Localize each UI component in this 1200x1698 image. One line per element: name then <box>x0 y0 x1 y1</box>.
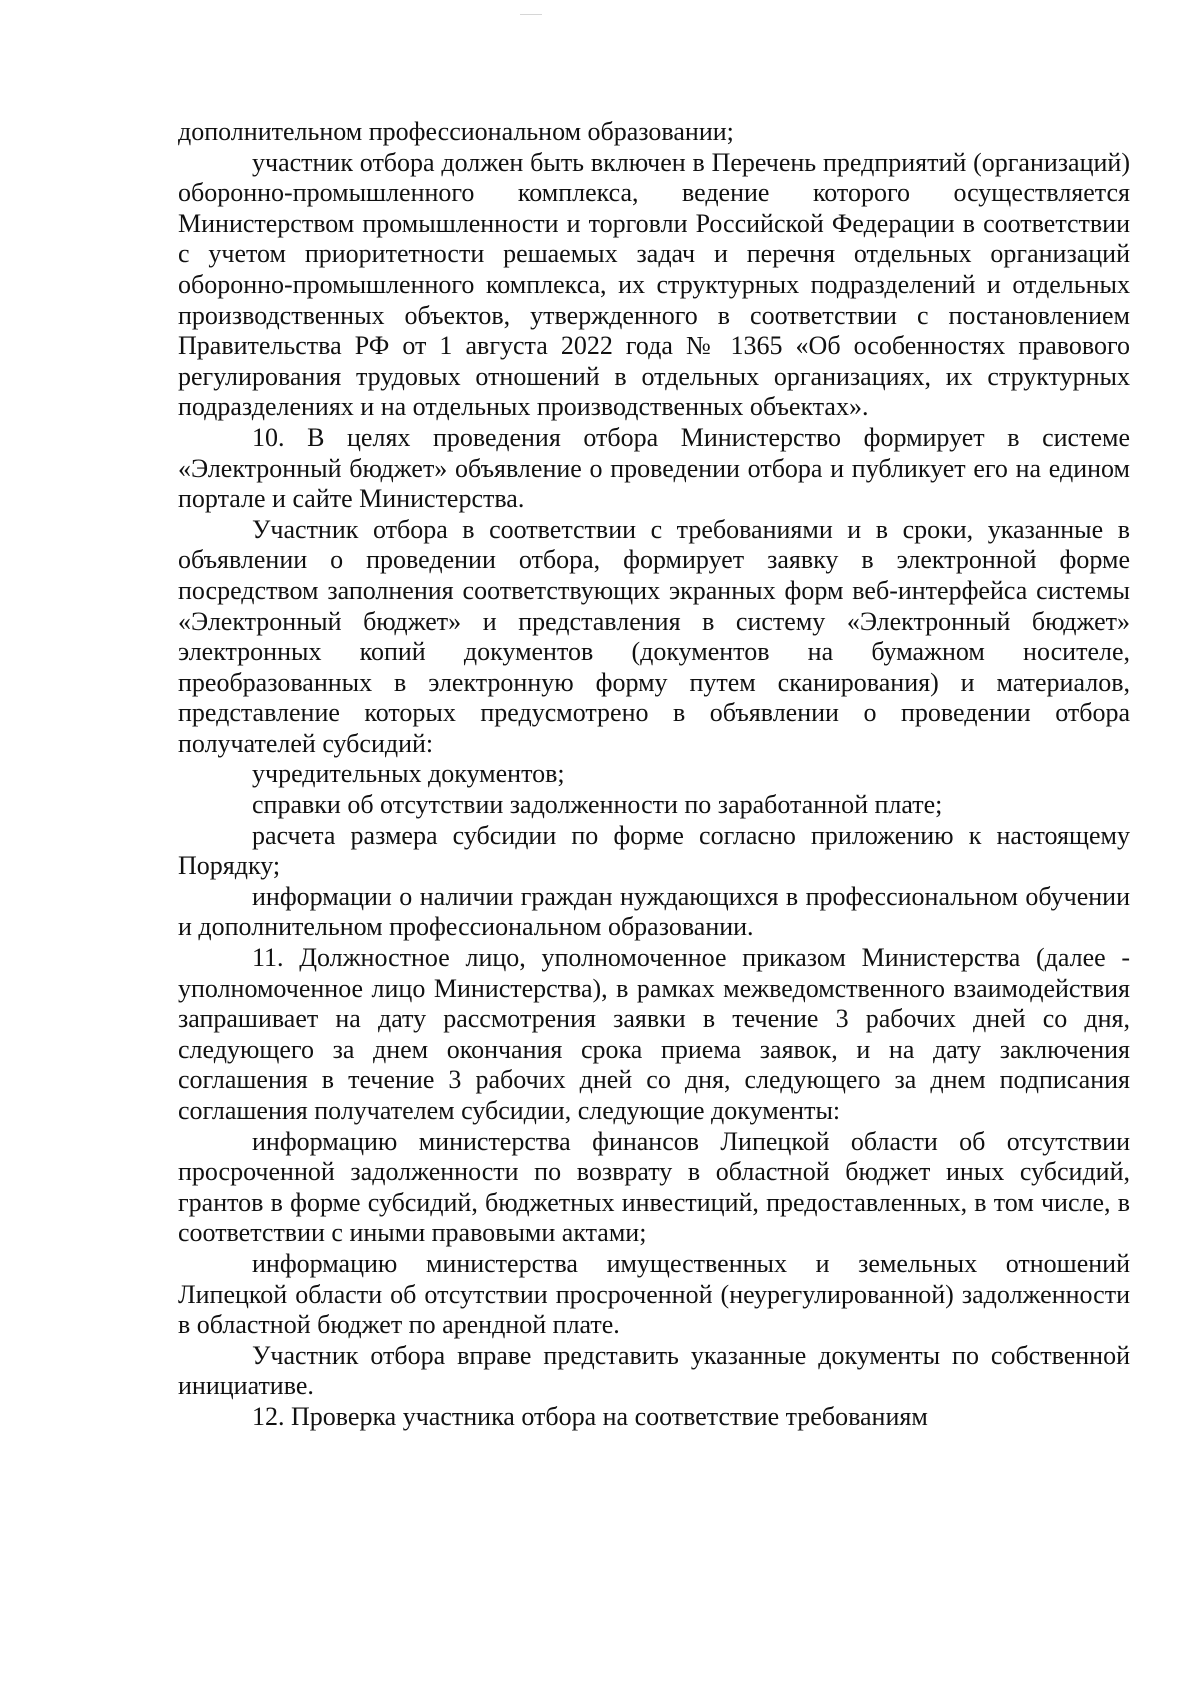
list-item: учредительных документов; <box>252 759 565 789</box>
paragraph: 12. Проверка участника отбора на соответствие требованиям <box>252 1401 928 1431</box>
list-item: информацию министерства финансов Липецкой области об отсутствии просроченной задолженности по возврату в областной бюджет иных субсидий, грантов в форме субсидий, бюджетных инвестиций, предоставленных, в том числе, в соответствии с иными правовыми актами; <box>178 1126 1130 1248</box>
list-item: расчета размера субсидии по форме согласно приложению к настоящему Порядку; <box>178 820 1130 881</box>
list-item: информацию министерства имущественных и земельных отношений Липецкой области об отсутствии просроченной (неурегулированной) задолженности в областной бюджет по арендной плате. <box>178 1248 1130 1340</box>
paragraph: Участник отбора в соответствии с требованиями и в сроки, указанные в объявлении о проведении отбора, формирует заявку в электронной форме посредством заполнения соответствующих экранных форм веб-интерфейса системы «Электронный бюджет» и представления в систему «Электронный бюджет» электронных копий документов (документов на бумажном носителе, преобразованных в электронную форму путем сканирования) и материалов, представление которых предусмотрено в объявлении о проведении отбора получателей субсидий: <box>178 514 1130 758</box>
paragraph: дополнительном профессиональном образовании; <box>178 117 734 146</box>
document-body <box>178 117 1130 1433</box>
paragraph: участник отбора должен быть включен в Перечень предприятий (организаций) оборонно-промышленного комплекса, ведение которого осуществляется Министерством промышленности и торговли Российской Федерации в соответствии с учетом приоритетности решаемых задач и перечня отдельных организаций оборонно-промышленного комплекса, их структурных подразделений и отдельных производственных объектов, утвержденного в соответствии с постановлением Правительства РФ от 1 августа 2022 года № 1365 «Об особенностях правового регулирования трудовых отношений в отдельных организациях, их структурных подразделениях и на отдельных производственных объектах». <box>178 147 1130 422</box>
scan-mark <box>520 14 542 15</box>
paragraph: 11. Должностное лицо, уполномоченное приказом Министерства (далее - уполномоченное лицо Министерства), в рамках межведомственного взаимодействия запрашивает на дату рассмотрения заявки в течение 3 рабочих дней со дня, следующего за днем окончания срока приема заявок, и на дату заключения соглашения в течение 3 рабочих дней со дня, следующего за днем подписания соглашения получателем субсидии, следующие документы: <box>178 943 1130 1125</box>
list-item: справки об отсутствии задолженности по заработанной плате; <box>252 790 943 820</box>
list-item: информации о наличии граждан нуждающихся в профессиональном обучении и дополнительном профессиональном образовании. <box>178 881 1130 942</box>
paragraph: 10. В целях проведения отбора Министерство формирует в системе «Электронный бюджет» объявление о проведении отбора и публикует его на едином портале и сайте Министерства. <box>178 422 1130 514</box>
paragraph: Участник отбора вправе представить указанные документы по собственной инициативе. <box>178 1340 1130 1401</box>
